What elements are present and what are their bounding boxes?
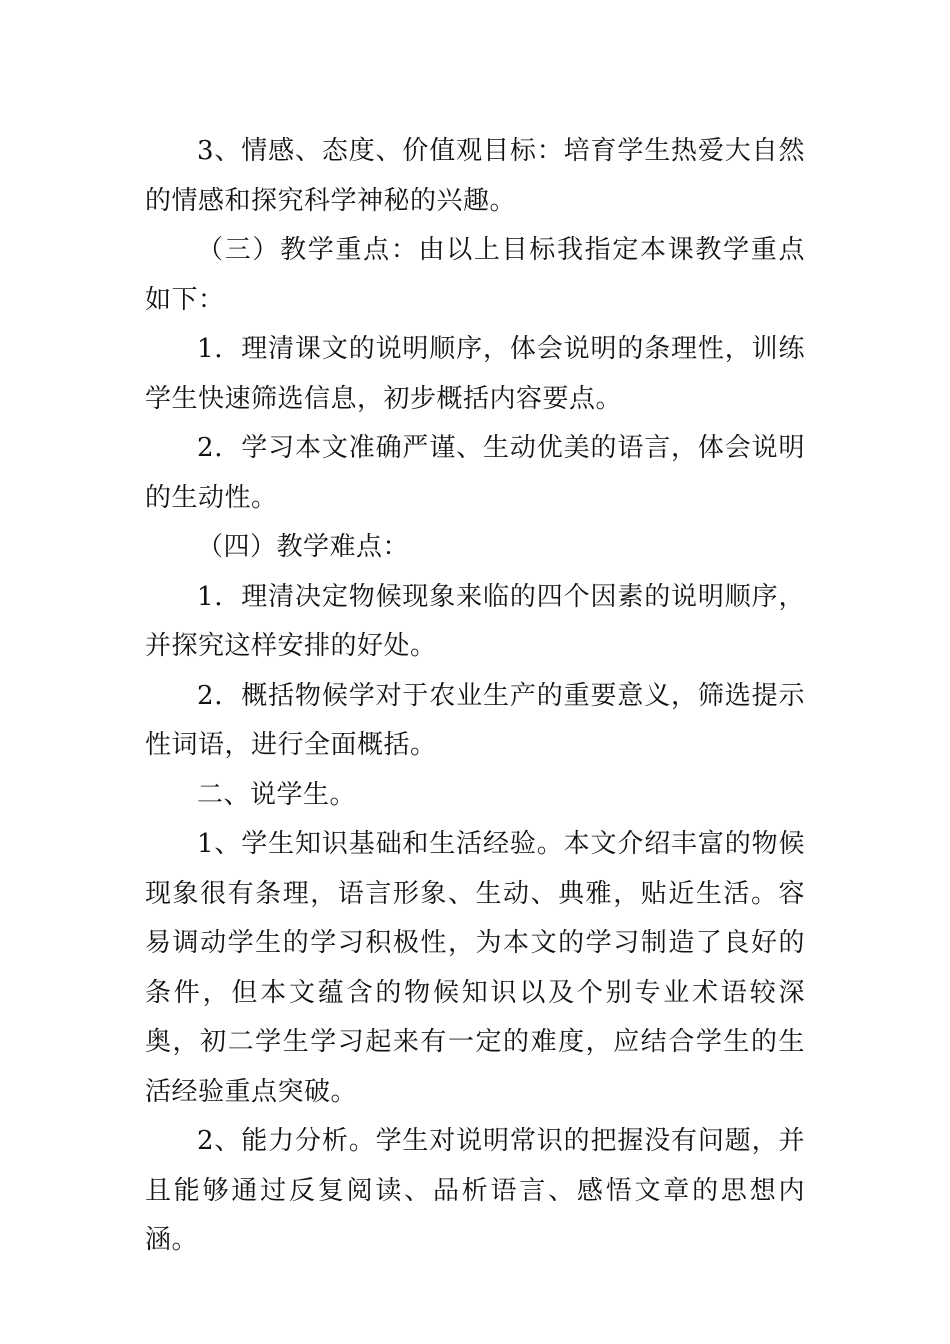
paragraph-key-points-heading: （三）教学重点：由以上目标我指定本课教学重点如下： (145, 235, 805, 315)
paragraph-difficulty-2: 2．概括物候学对于农业生产的重要意义，筛选提示性词语，进行全面概括。 (145, 680, 805, 760)
paragraph-key-point-1: 1．理清课文的说明顺序，体会说明的条理性，训练学生快速筛选信息，初步概括内容要点。 (145, 334, 805, 414)
paragraph-ability-analysis: 2、能力分析。学生对说明常识的把握没有问题，并且能够通过反复阅读、品析语言、感悟文章的思想内涵。 (145, 1126, 805, 1255)
paragraph-key-point-2: 2．学习本文准确严谨、生动优美的语言，体会说明的生动性。 (145, 433, 805, 513)
paragraph-difficulty-1: 1．理清决定物候现象来临的四个因素的说明顺序，并探究这样安排的好处。 (145, 581, 805, 661)
paragraph-student-knowledge: 1、学生知识基础和生活经验。本文介绍丰富的物候现象很有条理，语言形象、生动、典雅，贴近生活。容易调动学生的学习积极性，为本文的学习制造了良好的条件，但本文蕴含的物候知识以及个别专业术语较深奥，初二学生学习起来有一定的难度，应结合学生的生活经验重点突破。 (145, 829, 805, 1107)
section-heading-students: 二、说学生。 (197, 779, 357, 810)
paragraph-difficulties-heading: （四）教学难点： (197, 532, 410, 562)
paragraph-affective-goal: 3、情感、态度、价值观目标：培育学生热爱大自然的情感和探究科学神秘的兴趣。 (145, 136, 805, 216)
document-body (145, 127, 805, 1266)
